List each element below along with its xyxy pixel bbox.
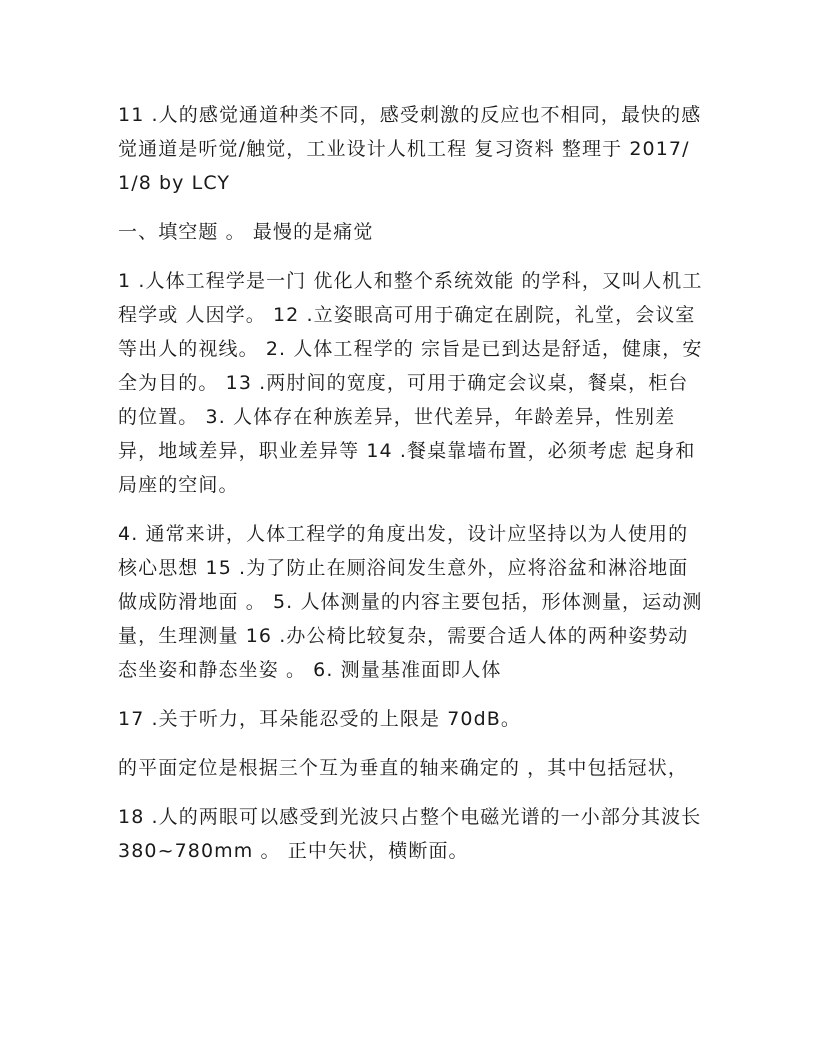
paragraph-item-17: 17 .关于听力，耳朵能忍受的上限是 70dB。 <box>118 708 521 730</box>
paragraph-intro: 11 .人的感觉通道种类不同，感受刺激的反应也不相同，最快的感觉通道是听觉/触觉，工业设计人机工程 复习资料 整理于 2017/1/8 by LCY <box>118 104 702 194</box>
paragraph-items-4-6: 4. 通常来讲，人体工程学的角度出发，设计应坚持以为人使用的核心思想 15 .为了防止在厕浴间发生意外，应将浴盆和淋浴地面做成防滑地面 。 5. 人体测量的内容主要包括，形体测量，运动测量，生理测量 16 .办公椅比较复杂，需要合适人体的两种姿势动态坐姿和静态坐姿 。 6. 测量基准面即人体 <box>118 523 703 681</box>
paragraph-items-1-3: 1 .人体工程学是一门 优化人和整个系统效能 的学科，又叫人机工程学或 人因学。 12 .立姿眼高可用于确定在剧院，礼堂，会议室等出人的视线。 2. 人体工程学的 宗旨是已到达是舒适，健康，安全为目的。 13 .两肘间的宽度，可用于确定会议桌，餐桌，柜台的位置。 3. 人体存在种族差异，世代差异，年龄差异，性别差异，地域差异，职业差异等 14 .餐桌靠墙布置，必须考虑 起身和局座的空间。 <box>118 270 703 496</box>
paragraph-item-18: 18 .人的两眼可以感受到光波只占整个电磁光谱的一小部分其波长 380~780mm 。 正中矢状，横断面。 <box>118 806 702 862</box>
document-page <box>118 98 704 883</box>
paragraph-section-heading: 一、填空题 。 最慢的是痛觉 <box>118 221 374 243</box>
paragraph-planes: 的平面定位是根据三个互为垂直的轴来确定的 ，其中包括冠状， <box>118 757 688 779</box>
